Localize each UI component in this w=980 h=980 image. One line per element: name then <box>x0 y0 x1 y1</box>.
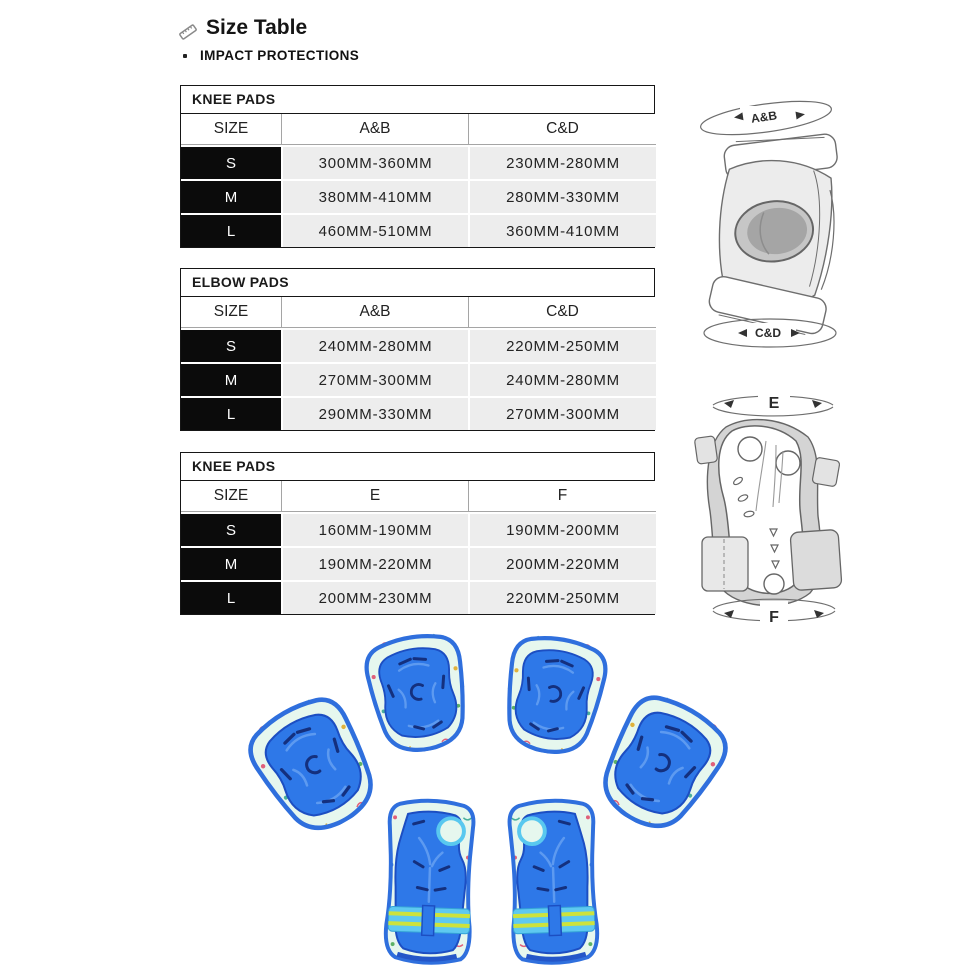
value-cell: 220MM-250MM <box>468 580 656 614</box>
column-header-e: E <box>281 481 468 512</box>
value-cell: 220MM-250MM <box>468 328 656 362</box>
size-cell: S <box>181 145 281 179</box>
column-header-f: F <box>468 481 656 512</box>
size-table-elbow-pads <box>180 268 655 431</box>
size-cell: L <box>181 396 281 430</box>
wrist-measurement-diagram <box>688 381 860 629</box>
size-cell: L <box>181 580 281 614</box>
table-title: KNEE PADS <box>181 453 654 481</box>
pad-measurement-diagram <box>678 93 862 351</box>
size-cell: L <box>181 213 281 247</box>
value-cell: 230MM-280MM <box>468 145 656 179</box>
size-cell: M <box>181 179 281 213</box>
column-header-ab: A&B <box>281 114 468 145</box>
value-cell: 190MM-220MM <box>281 546 468 580</box>
table-title: KNEE PADS <box>181 86 654 114</box>
page-subtitle: IMPACT PROTECTIONS <box>200 48 360 63</box>
size-cell: S <box>181 328 281 362</box>
value-cell: 190MM-200MM <box>468 512 656 546</box>
size-table-wrist-guards <box>180 452 655 615</box>
wrist-guard-right-image <box>498 793 608 969</box>
value-cell: 160MM-190MM <box>281 512 468 546</box>
knee-pad-left-image <box>352 623 483 761</box>
column-header-size: SIZE <box>181 481 281 512</box>
value-cell: 270MM-300MM <box>281 362 468 396</box>
diagram-label-e: E <box>768 395 780 412</box>
column-header-size: SIZE <box>181 114 281 145</box>
wrist-guard-left-image <box>375 793 485 969</box>
diagram-label-ab: A&B <box>750 108 778 126</box>
value-cell: 290MM-330MM <box>281 396 468 430</box>
value-cell: 460MM-510MM <box>281 213 468 247</box>
size-cell: M <box>181 362 281 396</box>
value-cell: 380MM-410MM <box>281 179 468 213</box>
value-cell: 200MM-220MM <box>468 546 656 580</box>
value-cell: 270MM-300MM <box>468 396 656 430</box>
value-cell: 240MM-280MM <box>281 328 468 362</box>
value-cell: 280MM-330MM <box>468 179 656 213</box>
bullet-icon <box>183 54 187 58</box>
column-header-size: SIZE <box>181 297 281 328</box>
table-title: ELBOW PADS <box>181 269 654 297</box>
size-cell: M <box>181 546 281 580</box>
value-cell: 300MM-360MM <box>281 145 468 179</box>
value-cell: 240MM-280MM <box>468 362 656 396</box>
diagram-label-f: F <box>769 609 779 626</box>
diagram-label-cd: C&D <box>755 326 781 340</box>
size-table-knee-pads <box>180 85 655 248</box>
size-cell: S <box>181 512 281 546</box>
column-header-cd: C&D <box>468 297 656 328</box>
column-header-cd: C&D <box>468 114 656 145</box>
column-header-ab: A&B <box>281 297 468 328</box>
value-cell: 200MM-230MM <box>281 580 468 614</box>
value-cell: 360MM-410MM <box>468 213 656 247</box>
ruler-icon <box>177 21 199 43</box>
page-title: Size Table <box>206 16 308 39</box>
subtitle-row <box>183 48 359 63</box>
